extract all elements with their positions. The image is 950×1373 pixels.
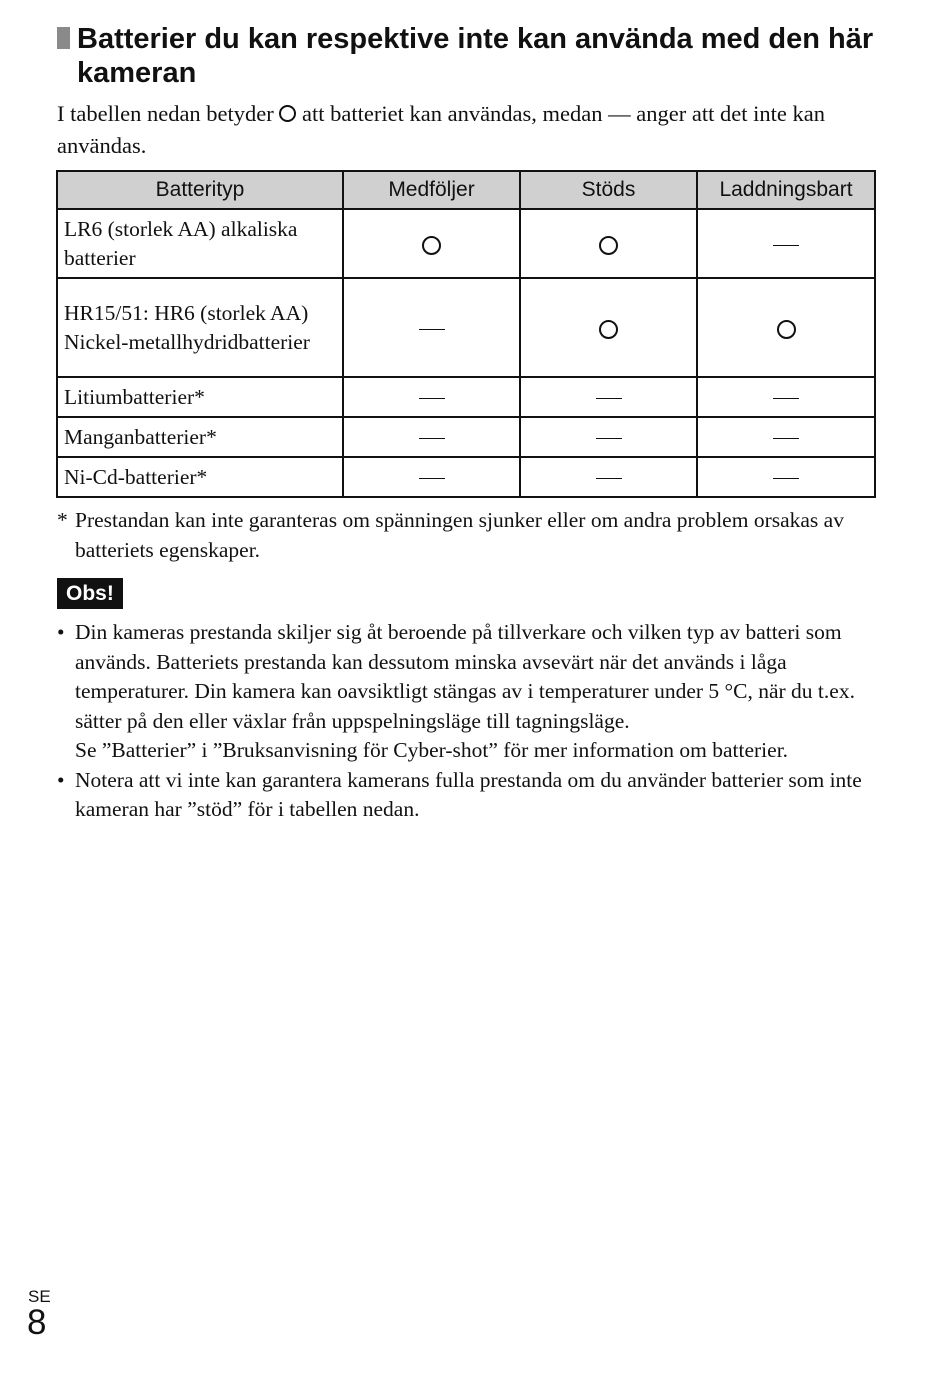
dash-icon (596, 478, 622, 479)
note-paragraph: Se ”Batterier” i ”Bruksanvisning för Cyber-shot” för mer information om batterier. (75, 738, 789, 762)
table-row (57, 377, 875, 417)
battery-type-cell: LR6 (storlek AA) alkaliska batterier (57, 209, 343, 278)
footnote-text: Prestandan kan inte garanteras om spänningen sjunker eller om andra problem orsakas av batteriets egenskaper. (75, 508, 844, 562)
table-body (57, 209, 875, 497)
footnote-mark: * (57, 508, 68, 532)
dash-icon (773, 478, 799, 479)
circle-icon (599, 236, 618, 255)
battery-type-cell: Litiumbatterier* (57, 377, 343, 417)
value-cell (697, 377, 875, 417)
dash-icon (419, 438, 445, 439)
value-cell (343, 377, 520, 417)
value-cell (343, 417, 520, 457)
page-number: 8 (27, 1303, 47, 1342)
battery-type-cell: HR15/51: HR6 (storlek AA) Nickel-metallhydridbatterier (57, 278, 343, 377)
section-heading (57, 22, 917, 90)
heading-bar-marker (57, 27, 70, 49)
value-cell (520, 457, 697, 497)
note-item (57, 766, 887, 825)
obs-label: Obs! (57, 578, 123, 609)
header-supported: Stöds (520, 171, 697, 209)
table-row (57, 278, 875, 377)
note-paragraph: Notera att vi inte kan garantera kamerans fulla prestanda om du använder batterier som inte kameran har ”stöd” för i tabellen nedan. (75, 767, 862, 821)
table-header-row (57, 171, 875, 209)
intro-paragraph (57, 98, 887, 162)
value-cell (520, 278, 697, 377)
table-row (57, 209, 875, 278)
dash-icon (773, 438, 799, 439)
battery-type-cell: Ni-Cd-batterier* (57, 457, 343, 497)
value-cell (520, 377, 697, 417)
notes-list (57, 618, 887, 825)
value-cell (343, 209, 520, 278)
circle-symbol-icon (279, 105, 296, 122)
dash-icon (773, 398, 799, 399)
header-included: Medföljer (343, 171, 520, 209)
table-row (57, 417, 875, 457)
value-cell (697, 457, 875, 497)
value-cell (697, 209, 875, 278)
value-cell (520, 209, 697, 278)
dash-icon (773, 245, 799, 246)
table-row (57, 457, 875, 497)
dash-icon (419, 398, 445, 399)
intro-text-before: I tabellen nedan betyder (57, 101, 274, 126)
dash-icon (596, 398, 622, 399)
dash-icon (419, 329, 445, 330)
dash-icon (596, 438, 622, 439)
header-rechargeable: Laddningsbart (697, 171, 875, 209)
heading-text: Batterier du kan respektive inte kan använda med den här kameran (77, 23, 874, 89)
battery-type-cell: Manganbatterier* (57, 417, 343, 457)
intro-text-after: att batteriet kan användas, medan — anger att det inte kan användas. (57, 101, 825, 158)
value-cell (343, 457, 520, 497)
header-battery-type: Batterityp (57, 171, 343, 209)
circle-icon (599, 320, 618, 339)
battery-table (56, 170, 876, 498)
value-cell (697, 278, 875, 377)
page-language-label: SE (28, 1287, 51, 1306)
value-cell (697, 417, 875, 457)
dash-icon (419, 478, 445, 479)
circle-icon (777, 320, 796, 339)
bullet-icon: • (57, 620, 65, 644)
note-paragraph: Din kameras prestanda skiljer sig åt beroende på tillverkare och vilken typ av batteri som används. Batteriets prestanda kan dessutom minska avsevärt när det används i låga temperaturer. Din kamera kan oavsiktligt stängas av i temperaturer under 5 °C, när du t.ex. sätter på den eller växlar från uppspelningsläge till tagningsläge. (75, 620, 855, 733)
circle-icon (422, 236, 441, 255)
bullet-icon: • (57, 767, 65, 792)
note-item (57, 618, 887, 766)
value-cell (343, 278, 520, 377)
footnote (57, 505, 887, 565)
value-cell (520, 417, 697, 457)
